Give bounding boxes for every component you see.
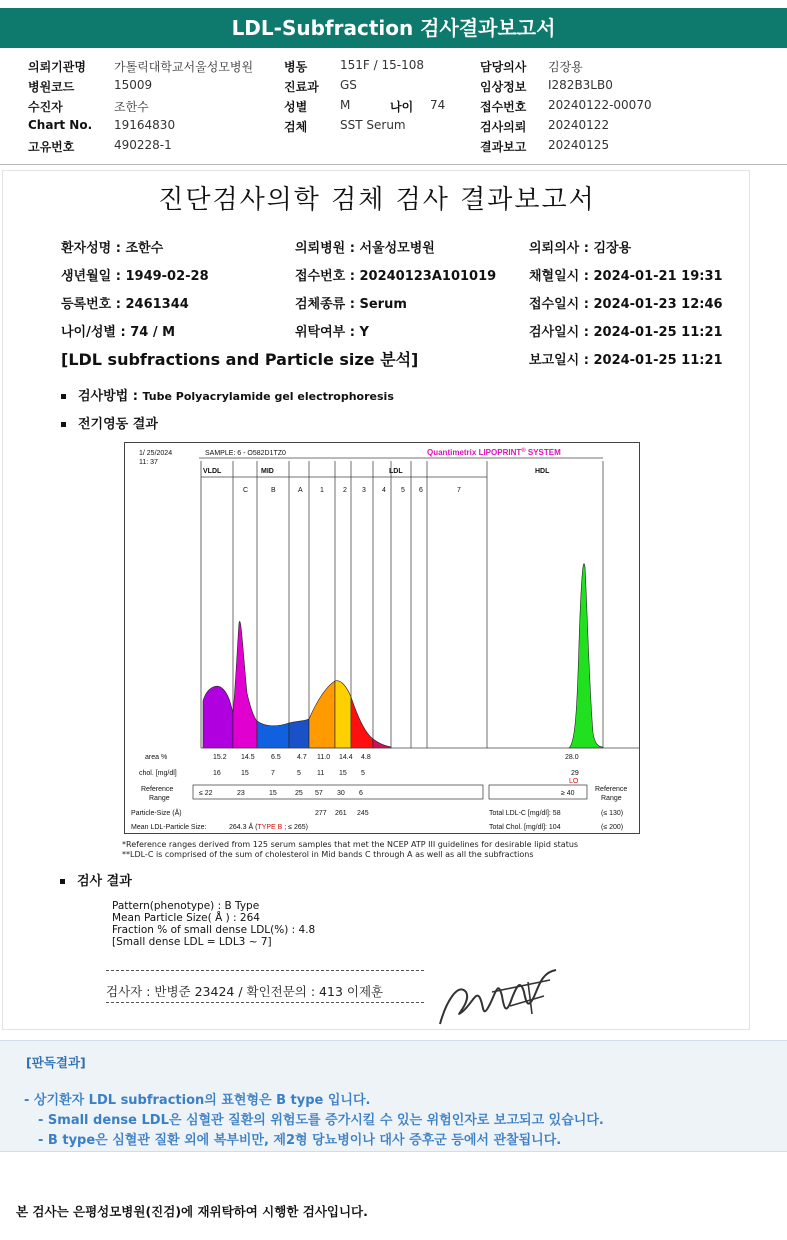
mid-a-peak: [289, 719, 309, 748]
birth-date: 생년월일 : 1949-02-28: [61, 269, 209, 284]
area-value: 11.0: [317, 754, 331, 761]
chol-value: 15: [339, 770, 347, 777]
ldl4-tail: [373, 739, 391, 748]
reference-value: 30: [337, 790, 345, 797]
chol-value: 5: [297, 770, 301, 777]
requesting-doctor: 의뢰의사 : 김장용: [529, 241, 632, 256]
age-value: 74: [430, 98, 446, 112]
header-label: 병동: [284, 60, 308, 74]
ldl3-peak: [351, 697, 373, 748]
header-value: 20240125: [548, 138, 610, 152]
band-label-6: 6: [419, 487, 423, 494]
result-definition: [Small dense LDL = LDL3 ~ 7]: [112, 936, 272, 948]
area-value: 4.8: [361, 754, 371, 761]
chol-value: 7: [271, 770, 275, 777]
bullet-icon: [61, 422, 66, 427]
area-value: 14.5: [241, 754, 255, 761]
row-label-mean: Mean LDL-Particle Size:: [131, 824, 207, 831]
chol-value: 29: [571, 770, 579, 777]
specimen-type: 검체종류 : Serum: [295, 297, 407, 312]
area-value: 15.2: [213, 754, 227, 761]
result-list: [112, 900, 315, 948]
mid-c-peak: [233, 621, 257, 748]
reference-value: 57: [315, 790, 323, 797]
area-value: 28.0: [565, 754, 579, 761]
result-label: 검사 결과: [77, 874, 132, 889]
receipt-number: 접수번호 : 20240123A101019: [295, 269, 497, 284]
header-label: 담당의사: [480, 60, 527, 74]
result-pattern: Pattern(phenotype) : B Type: [112, 900, 260, 912]
result-heading: [60, 870, 132, 889]
row-label-chol: chol. [mg/dl]: [139, 770, 177, 777]
chol-value: 11: [317, 770, 325, 777]
age-sex: 나이/성별 : 74 / M: [61, 325, 176, 340]
header-value: 20240122: [548, 118, 610, 132]
area-value: 6.5: [271, 754, 281, 761]
footnote-1: *Reference ranges derived from 125 serum samples that met the NCEP ATP III guidelines for desirable lipid status: [122, 840, 579, 849]
method-value: Tube Polyacrylamide gel electrophoresis: [142, 390, 394, 403]
header-value: 15009: [114, 78, 153, 92]
interpretation-line: - B type은 심혈관 질환 외에 복부비만, 제2형 당뇨병이나 대사 증후군 등에서 관찰됩니다.: [38, 1133, 562, 1148]
header-label: 병원코드: [28, 80, 75, 94]
footnote-2: **LDL-C is comprised of the sum of cholesterol in Mid bands C through A as well as all the subfractions: [122, 850, 534, 859]
sample-id: SAMPLE: 6 - O582D1TZ0: [205, 450, 286, 457]
dashed-divider: [106, 970, 424, 971]
patient-header: [0, 52, 787, 152]
receipt-datetime: 접수일시 : 2024-01-23 12:46: [529, 297, 723, 312]
dashed-divider: [106, 1002, 424, 1003]
band-label-2: 2: [343, 487, 347, 494]
reference-value: 6: [359, 790, 363, 797]
hdl-ref-label-1: Reference: [595, 786, 628, 793]
header-value: 151F / 15-108: [340, 58, 424, 72]
vldl-peak: [203, 686, 233, 748]
group-label-hdl: HDL: [535, 468, 550, 475]
header-value: 조한수: [114, 100, 149, 114]
group-label-vldl: VLDL: [203, 468, 222, 475]
row-label-ref-1: Reference: [141, 786, 174, 793]
header-label: 수진자: [28, 100, 63, 114]
hdl-reference-value: ≥ 40: [561, 790, 575, 797]
header-divider: [0, 164, 787, 165]
interpretation-line: - Small dense LDL은 심혈관 질환의 위험도를 증가시킬 수 있는 위험인자로 보고되고 있습니다.: [38, 1113, 604, 1128]
report-title: 진단검사의학 검체 검사 결과보고서: [158, 185, 596, 215]
header-value: 김장용: [548, 60, 583, 74]
group-label-mid: MID: [261, 468, 274, 475]
ldl2-peak: [335, 681, 351, 748]
method-label: 검사방법 :: [78, 389, 143, 404]
chart-time: 11: 37: [139, 459, 158, 466]
header-value: SST Serum: [340, 118, 406, 132]
band-label-1: 1: [320, 487, 324, 494]
bullet-icon: [61, 394, 66, 399]
reference-value: 25: [295, 790, 303, 797]
chart-date: 1/ 25/2024: [139, 450, 173, 457]
header-value: 가톨릭대학교서울성모병원: [114, 60, 254, 74]
band-label-4: 4: [382, 487, 386, 494]
interpretation-title: [판독결과]: [26, 1055, 86, 1070]
patient-name: 환자성명 : 조한수: [61, 241, 164, 256]
header-label: 진료과: [284, 80, 319, 94]
bullet-icon: [60, 879, 65, 884]
outsourcing-note: 본 검사는 은평성모병원(진검)에 재위탁하여 시행한 검사입니다.: [16, 1204, 368, 1219]
header-label: 검사의뢰: [480, 120, 527, 134]
header-label: 의뢰기관명: [28, 60, 86, 74]
total-ldl: Total LDL-C [mg/dl]: 58: [489, 810, 561, 817]
header-label: 임상정보: [480, 80, 527, 94]
brand-name: Quantimetrix LIPOPRINT® SYSTEM: [427, 448, 561, 457]
draw-datetime: 채혈일시 : 2024-01-21 19:31: [529, 269, 723, 284]
reference-value: 15: [269, 790, 277, 797]
band-label-5: 5: [401, 487, 405, 494]
band-label-A: A: [298, 487, 303, 494]
header-value: 19164830: [114, 118, 176, 132]
result-mean-size: Mean Particle Size( Å ) : 264: [112, 912, 260, 924]
signer-line: 검사자 : 반병준 23424 / 확인전문의 : 413 이제훈: [106, 984, 384, 999]
band-label-C: C: [243, 487, 249, 494]
total-chol-ref: (≤ 200): [601, 824, 624, 831]
header-value: GS: [340, 78, 357, 92]
area-value: 14.4: [339, 754, 353, 761]
band-label-3: 3: [362, 487, 366, 494]
outsourced-flag: 위탁여부 : Y: [295, 325, 369, 340]
age-label: 나이: [390, 100, 414, 114]
chol-value: 15: [241, 770, 249, 777]
chol-flag: LO: [569, 778, 579, 785]
header-label: 접수번호: [480, 100, 527, 114]
report-title-bar: LDL-Subfraction 검사결과보고서: [0, 8, 787, 48]
interpretation-panel: [0, 1040, 787, 1152]
row-label-particle: Particle-Size (Å): [131, 810, 182, 817]
total-chol: Total Chol. [mg/dl]: 104: [489, 824, 561, 831]
particle-size-value: 277: [315, 810, 327, 817]
row-label-area: area %: [145, 754, 168, 761]
report-datetime: 보고일시 : 2024-01-25 11:21: [529, 353, 723, 368]
signature-image: [432, 962, 562, 1032]
section-title: [LDL subfractions and Particle size 분석]: [61, 350, 419, 369]
hdl-peak: [569, 564, 603, 748]
test-datetime: 검사일시 : 2024-01-25 11:21: [529, 325, 723, 340]
header-label: 고유번호: [28, 140, 75, 154]
ldl1-peak: [309, 681, 335, 748]
header-value: M: [340, 98, 351, 112]
header-value: 20240122-00070: [548, 98, 652, 112]
header-value: 490228-1: [114, 138, 172, 152]
row-label-ref-2: Range: [149, 795, 170, 802]
group-label-ldl: LDL: [389, 468, 403, 475]
header-value: I282B3LB0: [548, 78, 613, 92]
hdl-ref-label-2: Range: [601, 795, 622, 802]
requesting-hospital: 의뢰병원 : 서울성모병원: [295, 241, 435, 256]
interpretation-line: - 상기환자 LDL subfraction의 표현형은 B type 입니다.: [24, 1093, 371, 1108]
total-ldl-ref: (≤ 130): [601, 810, 624, 817]
result-fraction: Fraction % of small dense LDL(%) : 4.8: [112, 924, 316, 936]
particle-size-value: 245: [357, 810, 369, 817]
area-value: 4.7: [297, 754, 307, 761]
header-label: 결과보고: [480, 140, 527, 154]
electrophoresis-chart: [124, 442, 640, 834]
chol-value: 16: [213, 770, 221, 777]
electrophoresis-heading: [61, 413, 158, 432]
chol-value: 5: [361, 770, 365, 777]
mean-ldl-size: 264.3 Å (TYPE B ; ≤ 265): [229, 824, 308, 831]
band-label-B: B: [271, 487, 276, 494]
header-label: Chart No.: [28, 118, 93, 132]
header-label: 검체: [284, 120, 308, 134]
header-label: 성별: [284, 100, 308, 114]
reference-value: ≤ 22: [199, 790, 213, 797]
registration-number: 등록번호 : 2461344: [61, 297, 189, 312]
method-line: [61, 385, 394, 404]
chart-footnotes: [122, 840, 578, 860]
electrophoresis-label: 전기영동 결과: [78, 417, 158, 432]
particle-size-value: 261: [335, 810, 347, 817]
reference-value: 23: [237, 790, 245, 797]
band-label-7: 7: [457, 487, 461, 494]
mid-b-peak: [257, 721, 289, 748]
